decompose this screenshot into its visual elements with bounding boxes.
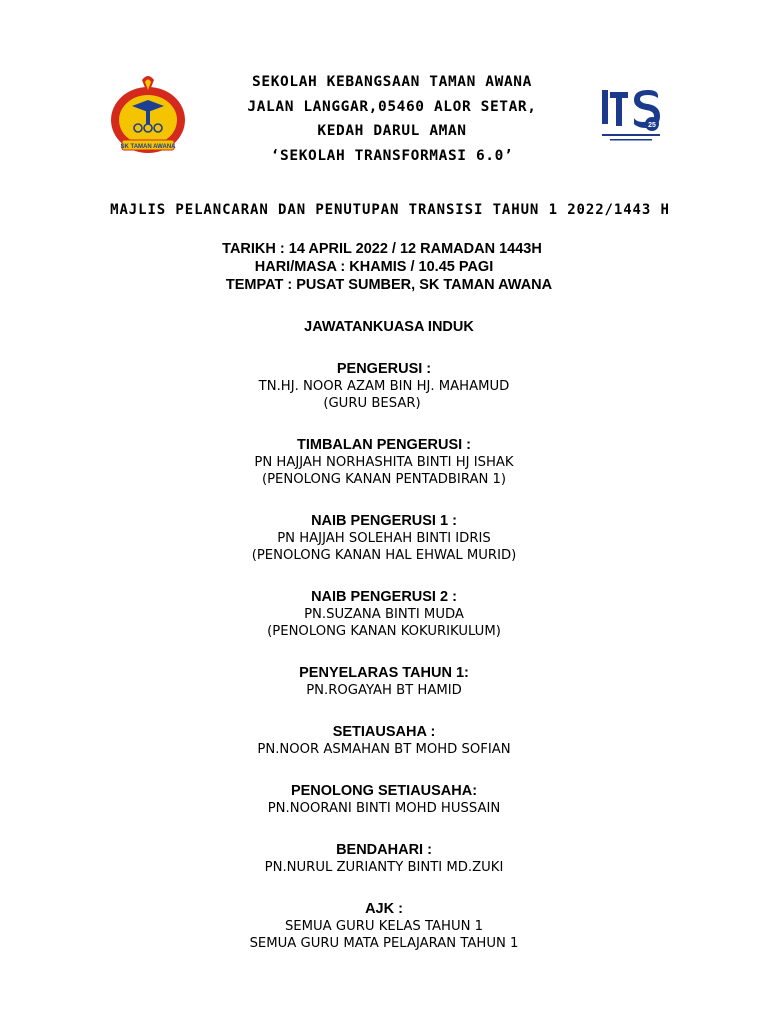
member-name: SEMUA GURU KELAS TAHUN 1: [284, 919, 484, 934]
committee-role: [0, 437, 768, 488]
committee-role: [0, 589, 768, 640]
committee-role: [0, 513, 768, 564]
school-address-line-1: JALAN LANGGAR,05460 ALOR SETAR,: [247, 98, 537, 115]
role-title: BENDAHARI :: [336, 842, 432, 858]
member-name: PN.NOORANI BINTI MOHD HUSSAIN: [267, 801, 501, 816]
letterhead: [0, 70, 768, 168]
role-title: PENOLONG SETIAUSAHA:: [290, 783, 478, 799]
role-title: PENGERUSI :: [336, 361, 432, 377]
role-title: AJK :: [365, 901, 403, 917]
member-position: (GURU BESAR): [323, 396, 421, 411]
committee-role: [0, 842, 768, 876]
committee-role: [0, 901, 768, 952]
committee-role: [0, 361, 768, 412]
committee-title: JAWATANKUASA INDUK: [304, 319, 474, 335]
committee-list: [0, 318, 768, 952]
event-info: [0, 240, 768, 294]
committee-role: [0, 783, 768, 817]
role-title: NAIB PENGERUSI 1 :: [311, 513, 457, 529]
member-name: TN.HJ. NOOR AZAM BIN HJ. MAHAMUD: [258, 379, 510, 394]
member-name: SEMUA GURU MATA PELAJARAN TAHUN 1: [249, 936, 519, 951]
event-venue: TEMPAT : PUSAT SUMBER, SK TAMAN AWANA: [225, 277, 553, 293]
committee-role: [0, 665, 768, 699]
member-name: PN HAJJAH SOLEHAH BINTI IDRIS: [277, 531, 491, 546]
member-name: PN.NURUL ZURIANTY BINTI MD.ZUKI: [264, 860, 504, 875]
role-title: TIMBALAN PENGERUSI :: [297, 437, 471, 453]
event-title: MAJLIS PELANCARAN DAN PENUTUPAN TRANSISI TAHUN 1 2022/1443 H: [110, 202, 670, 218]
role-title: PENYELARAS TAHUN 1:: [299, 665, 469, 681]
event-date: TARIKH : 14 APRIL 2022 / 12 RAMADAN 1443H: [222, 241, 542, 257]
role-title: SETIAUSAHA :: [332, 724, 436, 740]
school-name: SEKOLAH KEBANGSAAN TAMAN AWANA: [252, 74, 532, 90]
member-name: PN HAJJAH NORHASHITA BINTI HJ ISHAK: [254, 455, 514, 470]
member-name: PN.NOOR ASMAHAN BT MOHD SOFIAN: [257, 742, 511, 757]
member-position: (PENOLONG KANAN PENTADBIRAN 1): [261, 472, 507, 487]
member-name: PN.ROGAYAH BT HAMID: [306, 683, 462, 698]
role-title: NAIB PENGERUSI 2 :: [311, 589, 457, 605]
committee-role: [0, 724, 768, 758]
school-motto: ‘SEKOLAH TRANSFORMASI 6.0’: [270, 147, 514, 164]
crest-label: SK TAMAN AWANA: [120, 144, 176, 150]
anniversary-number: 25: [648, 122, 656, 129]
event-day-time: HARI/MASA : KHAMIS / 10.45 PAGI: [254, 259, 494, 275]
member-position: (PENOLONG KANAN KOKURIKULUM): [267, 624, 501, 639]
school-address-line-2: KEDAH DARUL AMAN: [317, 123, 467, 139]
member-position: (PENOLONG KANAN HAL EHWAL MURID): [251, 548, 517, 563]
member-name: PN.SUZANA BINTI MUDA: [304, 607, 464, 622]
